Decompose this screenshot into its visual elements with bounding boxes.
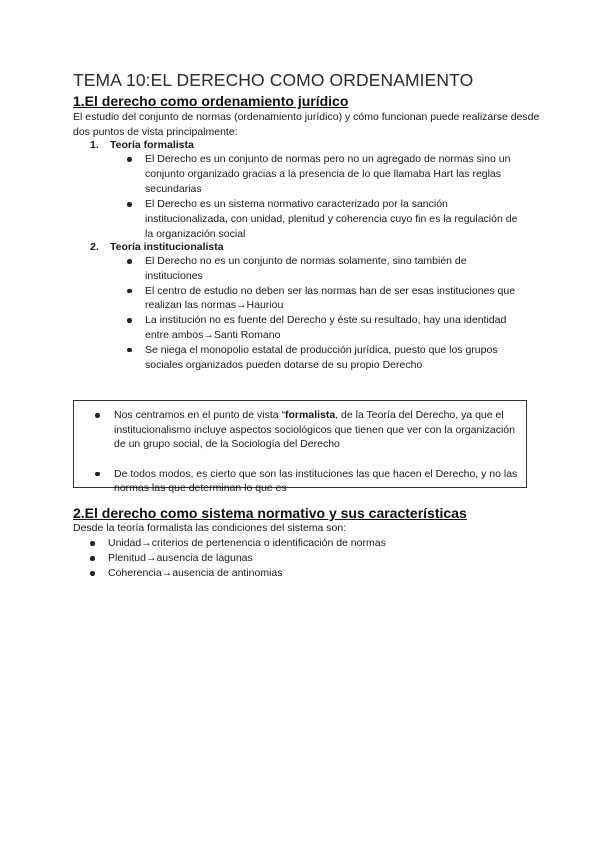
list-item — [127, 343, 527, 373]
list-item — [127, 152, 527, 196]
bullet-icon — [127, 202, 132, 207]
list-item — [90, 566, 386, 581]
section-1-heading: 1.El derecho como ordenamiento jurídico — [73, 93, 349, 109]
list-item-text: El Derecho es un sistema normativo caracterizado por la sanción institucionalizada, con unidad, plenitud y coherencia cuyo fin es la regulación de la organización social — [145, 198, 518, 240]
list-item — [94, 408, 524, 452]
list-item-text: El Derecho es un conjunto de normas pero no un agregado de normas sino un conjunto organizado gracias a la presencia de lo que llamaba Hart las reglas secundarias — [145, 153, 511, 195]
conditions-bullet-list — [90, 536, 386, 581]
formalista-bullet-list — [127, 152, 527, 242]
note-box — [73, 400, 527, 494]
item-label: Teoría institucionalista — [110, 241, 224, 253]
list-item-text: Coherencia→ausencia de antinomias — [108, 567, 283, 579]
list-item-text: El Derecho no es un conjunto de normas solamente, sino también de instituciones — [145, 255, 467, 282]
list-item-text: Se niega el monopolio estatal de producción jurídica, puesto que los grupos sociales organizados pueden dotarse de su propio Derecho — [145, 343, 498, 371]
list-item — [94, 467, 524, 496]
numbered-item-formalista — [90, 139, 194, 151]
list-item-text: Plenitud→ausencia de lagunas — [108, 552, 253, 564]
bullet-icon — [90, 541, 95, 546]
bullet-icon — [90, 556, 95, 561]
institucionalista-bullet-list — [127, 254, 527, 372]
section-1-intro: El estudio del conjunto de normas (ordenamiento jurídico) y cómo funcionan puede realizarse desde dos puntos de vista principalmente: — [73, 111, 540, 138]
bullet-icon — [127, 289, 132, 294]
item-label: Teoría formalista — [110, 139, 194, 151]
note-text: De todos modos, es cierto que son las instituciones las que hacen el Derecho, y no las normas las que determinan lo que es — [114, 467, 518, 494]
list-item-text: El centro de estudio no deben ser las normas han de ser esas instituciones que realizan las normas→Hauriou — [145, 284, 516, 312]
bullet-icon — [90, 571, 95, 576]
list-item-text: Unidad→criterios de pertenencia o identificación de normas — [108, 537, 386, 549]
list-item — [127, 284, 527, 314]
document-title: TEMA 10:EL DERECHO COMO ORDENAMIENTO — [73, 70, 474, 90]
bullet-icon — [127, 318, 132, 323]
bullet-icon — [95, 472, 100, 477]
list-item — [127, 254, 527, 284]
note-text-pre: Nos centramos en el punto de vista “ — [114, 409, 286, 421]
section-2-intro: Desde la teoría formalista las condiciones del sistema son: — [73, 522, 347, 534]
note-text-bold: formalista — [285, 409, 336, 421]
list-item — [127, 197, 527, 241]
note-box-list — [94, 408, 524, 496]
list-item — [90, 536, 386, 551]
note-text-post: , de la Teoría del Derecho, ya que el institucionalismo incluye aspectos sociológicos que tienen que ver con la organización de un grupo social, de la Sociología del Derecho — [114, 409, 515, 450]
item-number: 1. — [90, 139, 99, 151]
list-item — [90, 551, 386, 566]
bullet-icon — [127, 157, 132, 162]
list-item-text: La institución no es fuente del Derecho y éste su resultado, hay una identidad entre ambos→Santi Romano — [145, 314, 507, 341]
numbered-item-institucionalista — [90, 241, 224, 253]
bullet-icon — [127, 259, 132, 264]
item-number: 2. — [90, 241, 99, 253]
list-item — [127, 313, 527, 343]
bullet-icon — [127, 348, 132, 353]
bullet-icon — [95, 413, 100, 418]
section-2-heading: 2.El derecho como sistema normativo y sus características — [73, 505, 467, 521]
